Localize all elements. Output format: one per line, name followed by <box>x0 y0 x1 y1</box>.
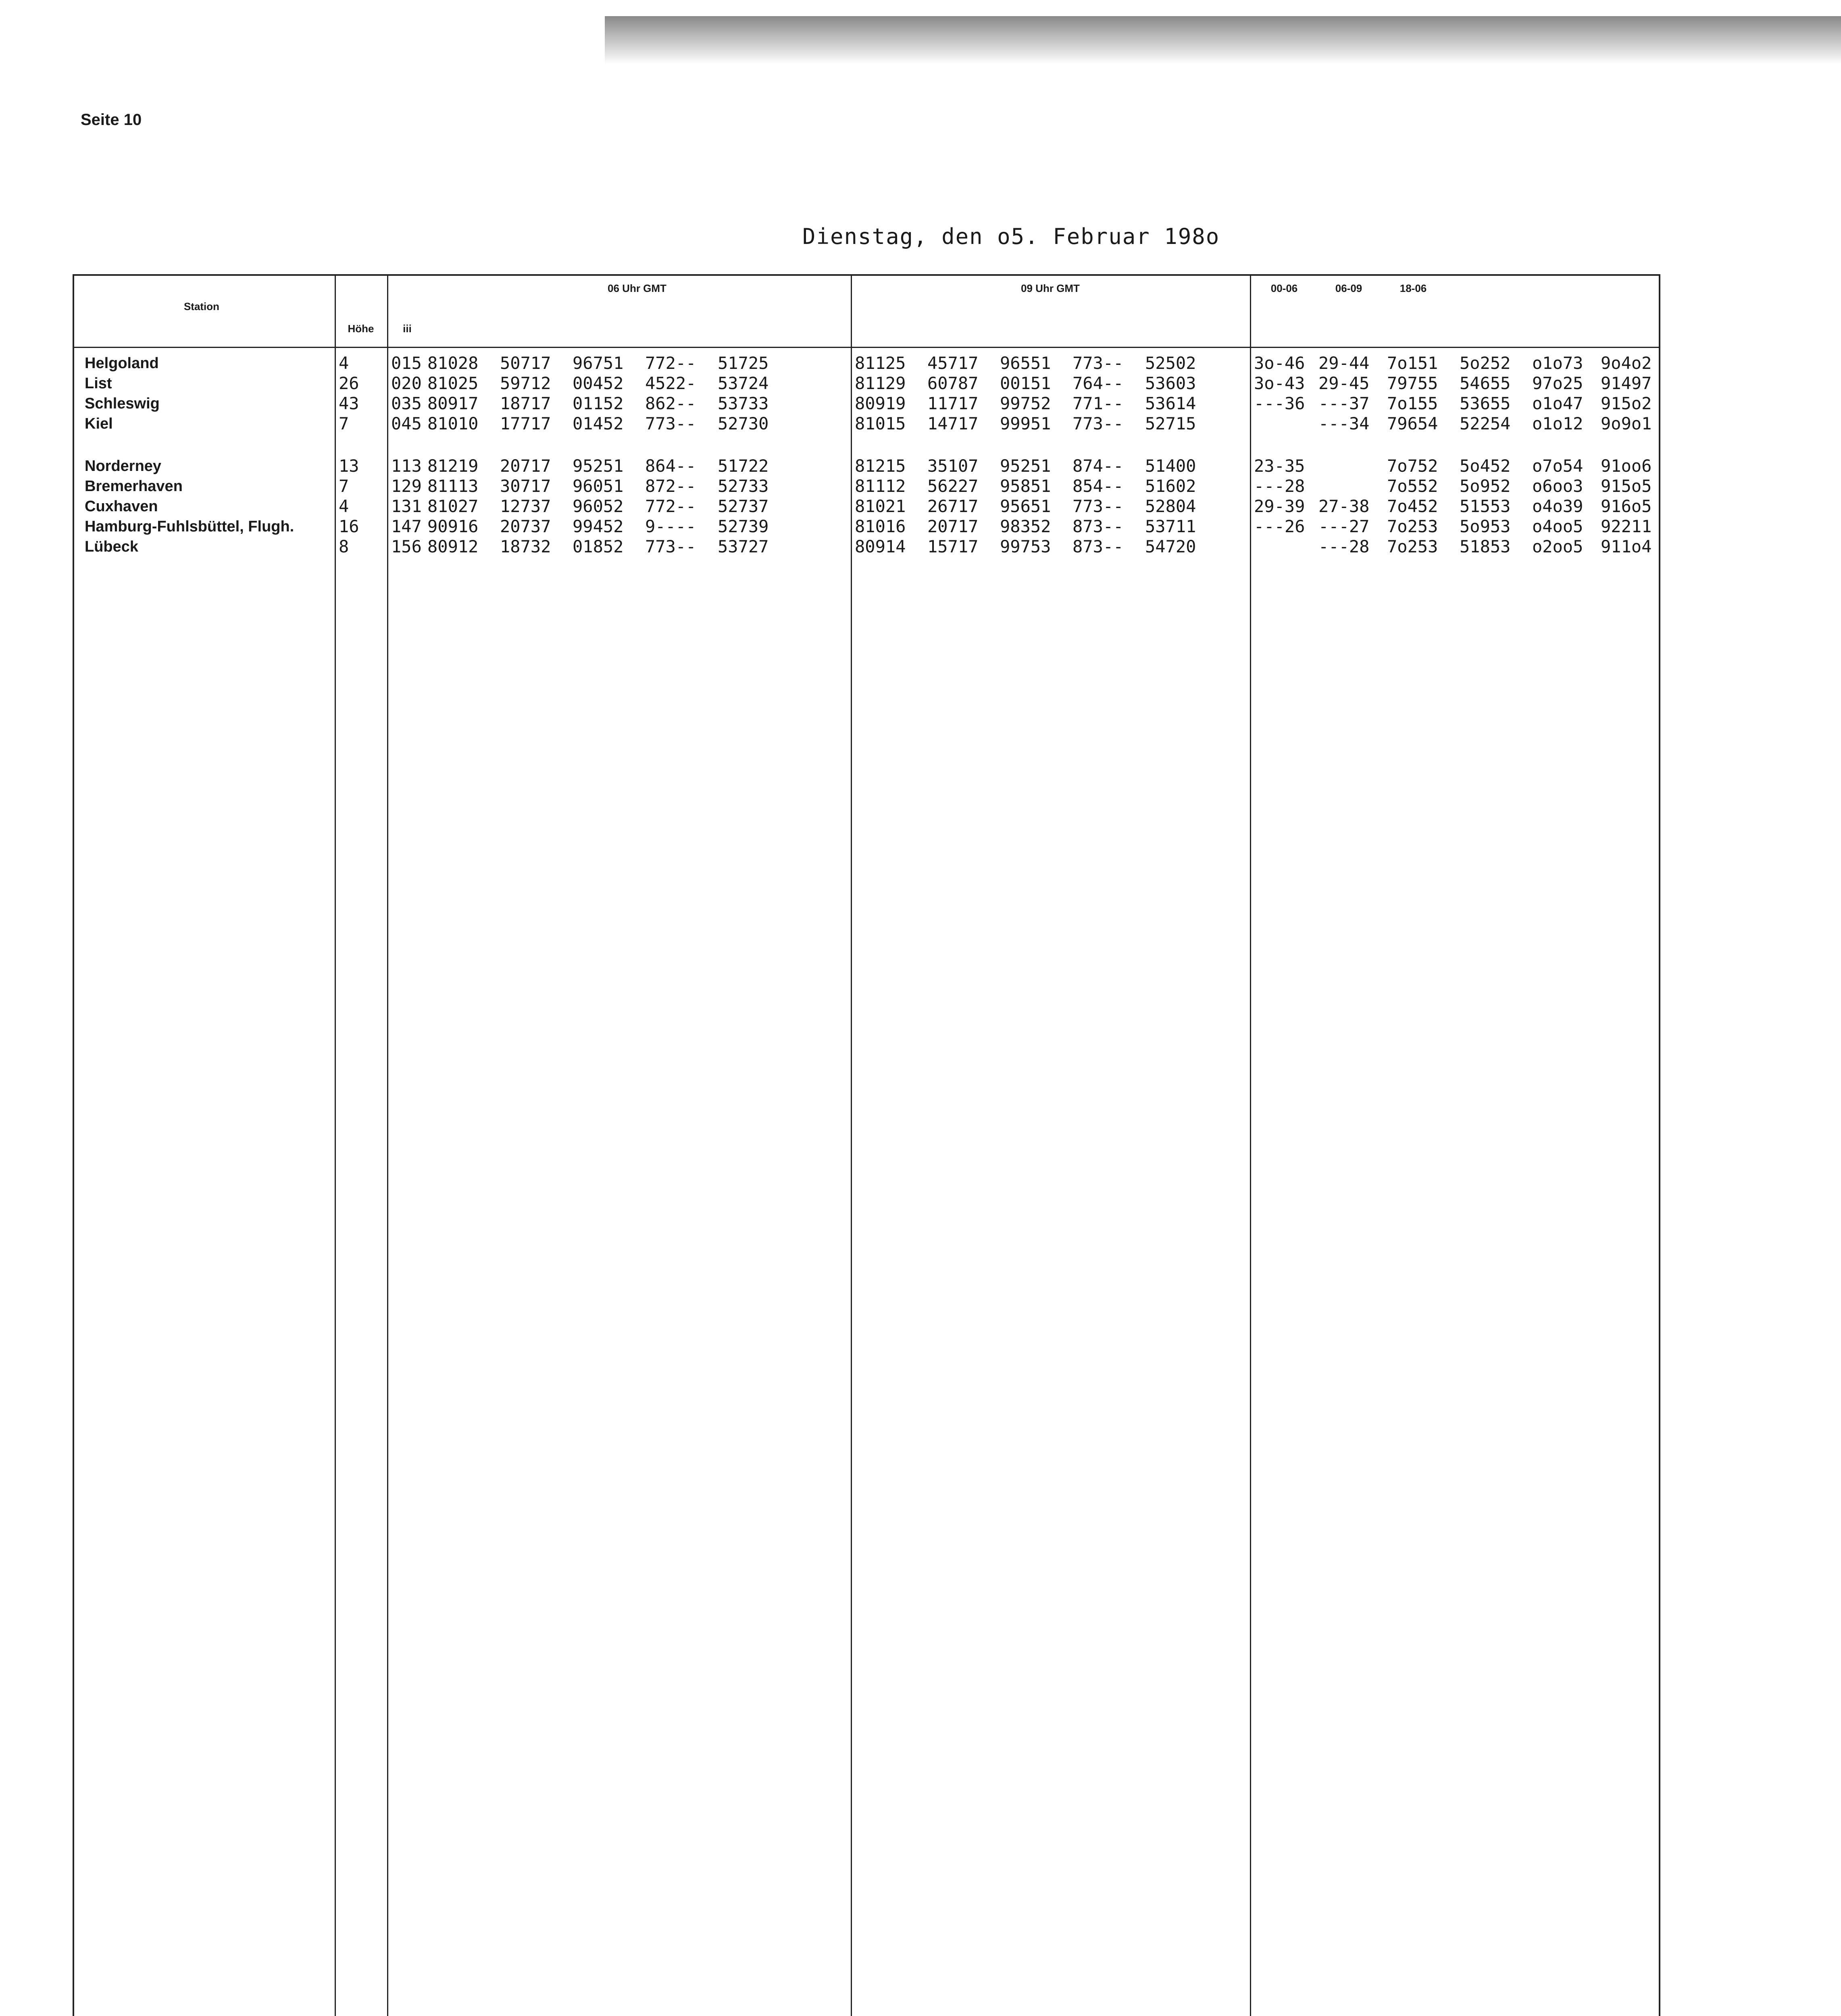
cell-vvwww-09: 56227 <box>927 476 979 496</box>
cell-tt-09: 52502 <box>1145 353 1196 373</box>
cell-period1: ---26 <box>1254 516 1305 536</box>
hoehe-header: Höhe <box>348 323 374 335</box>
cell-vvwww: 50717 <box>500 353 551 373</box>
cell-period2: ---28 <box>1318 537 1370 556</box>
iii-col-divider <box>387 274 388 2016</box>
cell-vvwww-09: 45717 <box>927 353 979 373</box>
cell-nddff-09: 81112 <box>855 476 906 496</box>
gmt06-col-divider <box>851 274 852 2016</box>
date-heading: Dienstag, den o5. Februar 198o <box>802 224 1220 249</box>
cell-period3: 7o253 <box>1387 537 1438 556</box>
cell-nddff-09: 81129 <box>855 373 906 393</box>
station-col-divider <box>335 274 336 2016</box>
cell-vvwww-09: 60787 <box>927 373 979 393</box>
cell-e-code: 911o4 <box>1601 537 1652 556</box>
cell-nh: 862-- <box>645 394 696 413</box>
station-name: Norderney <box>85 458 162 475</box>
cell-tt-min: 5o252 <box>1460 353 1511 373</box>
cell-tt-09: 51400 <box>1145 456 1196 476</box>
cell-iii: 045 <box>391 414 422 433</box>
cell-e-code: 915o2 <box>1601 394 1652 413</box>
cell-vvwww: 30717 <box>500 476 551 496</box>
cell-nddff: 81028 <box>427 353 479 373</box>
cell-pppp-09: 95651 <box>1000 496 1051 516</box>
cell-nddff: 80917 <box>427 394 479 413</box>
cell-vvwww-09: 35107 <box>927 456 979 476</box>
cell-tt: 52730 <box>718 414 769 433</box>
cell-tt-09: 53711 <box>1145 516 1196 536</box>
cell-nh-09: 771-- <box>1073 394 1124 413</box>
cell-nddff: 81113 <box>427 476 479 496</box>
cell-period3: 79654 <box>1387 414 1438 433</box>
cell-nh: 773-- <box>645 414 696 433</box>
cell-iii: 113 <box>391 456 422 476</box>
cell-nh: 9---- <box>645 516 696 536</box>
cell-vvwww-09: 14717 <box>927 414 979 433</box>
cell-nddff-09: 81021 <box>855 496 906 516</box>
cell-period2: ---27 <box>1318 516 1370 536</box>
cell-hoehe: 7 <box>339 414 349 433</box>
station-name: Lübeck <box>85 538 139 555</box>
cell-e-code: 9o4o2 <box>1601 353 1652 373</box>
cell-pppp-09: 96551 <box>1000 353 1051 373</box>
cell-hoehe: 4 <box>339 496 349 516</box>
cell-hoehe: 43 <box>339 394 359 413</box>
cell-hoehe: 7 <box>339 476 349 496</box>
cell-hoehe: 16 <box>339 516 359 536</box>
cell-tt-09: 53603 <box>1145 373 1196 393</box>
cell-nddff: 81010 <box>427 414 479 433</box>
cell-rr: o4oo5 <box>1532 516 1583 536</box>
cell-vvwww: 20717 <box>500 456 551 476</box>
cell-nh: 864-- <box>645 456 696 476</box>
header-divider <box>73 347 1659 348</box>
cell-nh: 773-- <box>645 537 696 556</box>
cell-vvwww: 20737 <box>500 516 551 536</box>
cell-period1: 23-35 <box>1254 456 1305 476</box>
cell-tt-min: 5o952 <box>1460 476 1511 496</box>
cell-iii: 020 <box>391 373 422 393</box>
cell-pppp-09: 98352 <box>1000 516 1051 536</box>
cell-period3: 7o151 <box>1387 353 1438 373</box>
cell-period2: ---37 <box>1318 394 1370 413</box>
cell-nddff-09: 81016 <box>855 516 906 536</box>
cell-period1: ---28 <box>1254 476 1305 496</box>
cell-hoehe: 13 <box>339 456 359 476</box>
cell-period2: 27-38 <box>1318 496 1370 516</box>
cell-period2: ---34 <box>1318 414 1370 433</box>
cell-nh-09: 873-- <box>1073 516 1124 536</box>
cell-rr: o6oo3 <box>1532 476 1583 496</box>
cell-tt-09: 52804 <box>1145 496 1196 516</box>
cell-period1: 29-39 <box>1254 496 1305 516</box>
cell-rr: o1o12 <box>1532 414 1583 433</box>
cell-tt: 52739 <box>718 516 769 536</box>
station-name: Kiel <box>85 415 113 432</box>
cell-nh: 772-- <box>645 496 696 516</box>
cell-tt-09: 54720 <box>1145 537 1196 556</box>
cell-nh-09: 773-- <box>1073 353 1124 373</box>
iii-header: iii <box>403 323 412 335</box>
cell-period2: 29-45 <box>1318 373 1370 393</box>
cell-vvwww-09: 11717 <box>927 394 979 413</box>
cell-period1: ---36 <box>1254 394 1305 413</box>
cell-period3: 7o552 <box>1387 476 1438 496</box>
cell-iii: 147 <box>391 516 422 536</box>
cell-iii: 035 <box>391 394 422 413</box>
period3-header: 18-06 <box>1399 282 1427 294</box>
cell-pppp-09: 99951 <box>1000 414 1051 433</box>
cell-nh-09: 874-- <box>1073 456 1124 476</box>
cell-hoehe: 4 <box>339 353 349 373</box>
cell-period3: 79755 <box>1387 373 1438 393</box>
cell-pppp-09: 00151 <box>1000 373 1051 393</box>
cell-tt: 53733 <box>718 394 769 413</box>
cell-tt: 51725 <box>718 353 769 373</box>
cell-hoehe: 8 <box>339 537 349 556</box>
station-name: Bremerhaven <box>85 478 183 495</box>
cell-rr: 97o25 <box>1532 373 1583 393</box>
cell-rr: o2oo5 <box>1532 537 1583 556</box>
cell-nh-09: 773-- <box>1073 496 1124 516</box>
cell-e-code: 91497 <box>1601 373 1652 393</box>
cell-nddff: 81027 <box>427 496 479 516</box>
cell-e-code: 91oo6 <box>1601 456 1652 476</box>
cell-e-code: 9o9o1 <box>1601 414 1652 433</box>
cell-tt-min: 53655 <box>1460 394 1511 413</box>
period2-header: 06-09 <box>1335 282 1362 294</box>
cell-vvwww: 12737 <box>500 496 551 516</box>
cell-pppp: 96051 <box>573 476 624 496</box>
cell-nh-09: 854-- <box>1073 476 1124 496</box>
cell-pppp: 00452 <box>573 373 624 393</box>
cell-nh-09: 873-- <box>1073 537 1124 556</box>
cell-period2: 29-44 <box>1318 353 1370 373</box>
cell-tt-09: 52715 <box>1145 414 1196 433</box>
cell-pppp-09: 95251 <box>1000 456 1051 476</box>
cell-nddff: 81219 <box>427 456 479 476</box>
cell-period3: 7o752 <box>1387 456 1438 476</box>
cell-pppp: 01152 <box>573 394 624 413</box>
cell-nh-09: 764-- <box>1073 373 1124 393</box>
cell-tt: 53727 <box>718 537 769 556</box>
cell-tt-min: 5o953 <box>1460 516 1511 536</box>
cell-nh: 4522- <box>645 373 696 393</box>
cell-period3: 7o155 <box>1387 394 1438 413</box>
gmt06-header: 06 Uhr GMT <box>608 282 666 294</box>
cell-period1: 3o-46 <box>1254 353 1305 373</box>
cell-hoehe: 26 <box>339 373 359 393</box>
cell-nh: 772-- <box>645 353 696 373</box>
cell-nddff-09: 80919 <box>855 394 906 413</box>
cell-rr: o1o73 <box>1532 353 1583 373</box>
cell-e-code: 916o5 <box>1601 496 1652 516</box>
cell-pppp: 01852 <box>573 537 624 556</box>
cell-iii: 131 <box>391 496 422 516</box>
cell-vvwww-09: 26717 <box>927 496 979 516</box>
period1-header: 00-06 <box>1270 282 1298 294</box>
cell-e-code: 915o5 <box>1601 476 1652 496</box>
cell-tt-min: 5o452 <box>1460 456 1511 476</box>
cell-rr: o1o47 <box>1532 394 1583 413</box>
cell-iii: 015 <box>391 353 422 373</box>
cell-pppp: 99452 <box>573 516 624 536</box>
cell-tt: 52733 <box>718 476 769 496</box>
cell-nh-09: 773-- <box>1073 414 1124 433</box>
cell-tt-min: 51853 <box>1460 537 1511 556</box>
station-name: Schleswig <box>85 395 160 412</box>
gmt09-header: 09 Uhr GMT <box>1021 282 1080 294</box>
scan-stain <box>605 16 1841 65</box>
cell-vvwww-09: 20717 <box>927 516 979 536</box>
cell-nddff-09: 81215 <box>855 456 906 476</box>
station-header: Station <box>183 300 220 312</box>
gmt09-col-divider <box>1250 274 1251 2016</box>
cell-vvwww: 18717 <box>500 394 551 413</box>
cell-pppp: 01452 <box>573 414 624 433</box>
station-name: List <box>85 375 112 392</box>
cell-nddff-09: 81015 <box>855 414 906 433</box>
cell-e-code: 92211 <box>1601 516 1652 536</box>
cell-period1: 3o-43 <box>1254 373 1305 393</box>
cell-nh: 872-- <box>645 476 696 496</box>
cell-period3: 7o452 <box>1387 496 1438 516</box>
cell-pppp: 96751 <box>573 353 624 373</box>
station-name: Hamburg-Fuhlsbüttel, Flugh. <box>85 518 294 535</box>
cell-vvwww: 17717 <box>500 414 551 433</box>
cell-iii: 156 <box>391 537 422 556</box>
cell-pppp: 96052 <box>573 496 624 516</box>
cell-tt: 51722 <box>718 456 769 476</box>
cell-tt-09: 53614 <box>1145 394 1196 413</box>
cell-tt-09: 51602 <box>1145 476 1196 496</box>
cell-iii: 129 <box>391 476 422 496</box>
cell-nddff: 81025 <box>427 373 479 393</box>
station-name: Helgoland <box>85 355 159 372</box>
cell-nddff: 90916 <box>427 516 479 536</box>
cell-vvwww-09: 15717 <box>927 537 979 556</box>
cell-tt: 53724 <box>718 373 769 393</box>
cell-nddff-09: 81125 <box>855 353 906 373</box>
cell-vvwww: 59712 <box>500 373 551 393</box>
page-number: Seite 10 <box>81 111 142 129</box>
cell-nddff: 80912 <box>427 537 479 556</box>
cell-tt: 52737 <box>718 496 769 516</box>
cell-tt-min: 51553 <box>1460 496 1511 516</box>
cell-tt-min: 54655 <box>1460 373 1511 393</box>
cell-pppp-09: 95851 <box>1000 476 1051 496</box>
cell-nddff-09: 80914 <box>855 537 906 556</box>
cell-tt-min: 52254 <box>1460 414 1511 433</box>
cell-rr: o7o54 <box>1532 456 1583 476</box>
station-name: Cuxhaven <box>85 498 158 515</box>
cell-pppp-09: 99753 <box>1000 537 1051 556</box>
cell-period3: 7o253 <box>1387 516 1438 536</box>
cell-pppp-09: 99752 <box>1000 394 1051 413</box>
cell-pppp: 95251 <box>573 456 624 476</box>
cell-rr: o4o39 <box>1532 496 1583 516</box>
cell-vvwww: 18732 <box>500 537 551 556</box>
